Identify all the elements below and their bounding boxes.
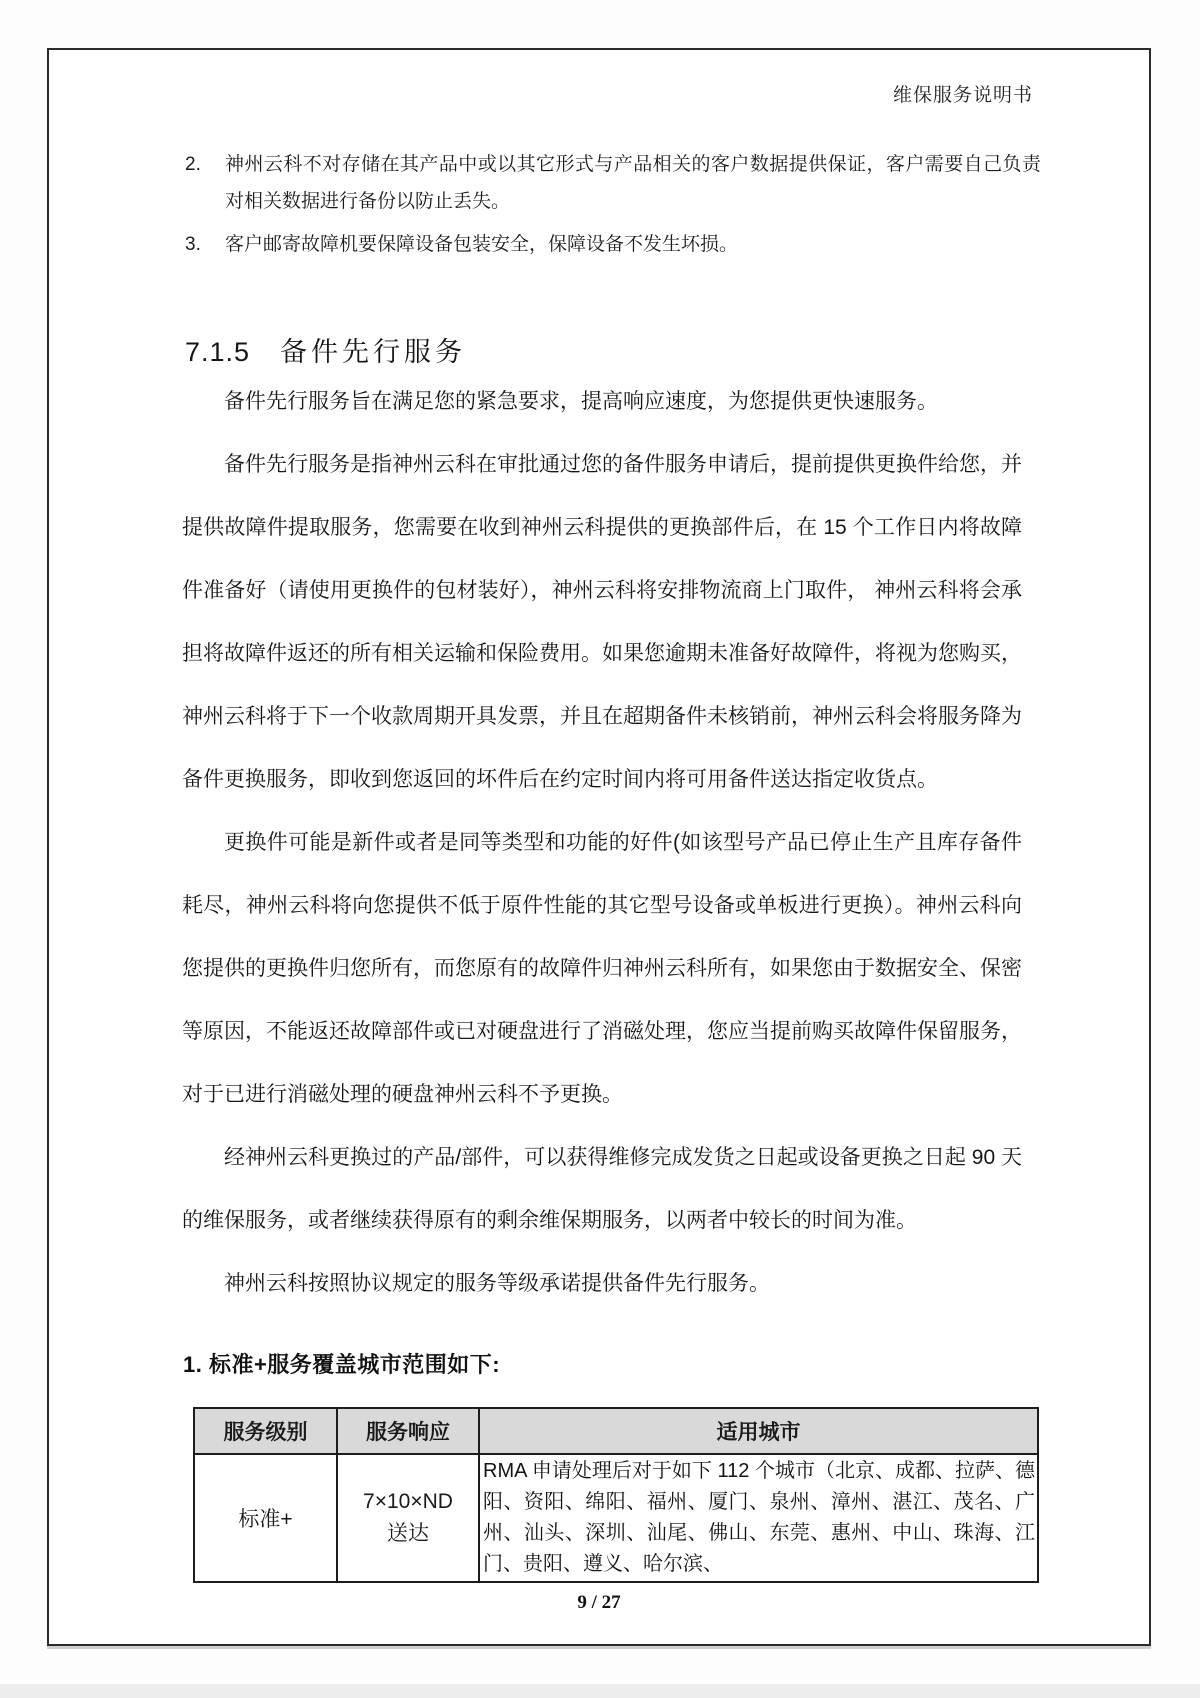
page-number: 9 / 27 (577, 1592, 621, 1613)
paragraph: 经神州云科更换过的产品/部件，可以获得维修完成发货之日起或设备更换之日起 90 天的维保服务，或者继续获得原有的剩余维保期服务，以两者中较长的时间为准。 (182, 1146, 1022, 1232)
document-header-title: 维保服务说明书 (892, 85, 1033, 106)
cell-service-level: 标准+ (194, 1454, 337, 1582)
response-line-1: 7×10×ND (363, 1490, 453, 1513)
cell-service-response (337, 1454, 479, 1582)
list-item-text: 神州云科不对存储在其产品中或以其它形式与产品相关的客户数据提供保证，客户需要自己负责对相关数据进行备份以防止丢失。 (225, 154, 1041, 212)
paragraph: 备件先行服务旨在满足您的紧急要求，提高响应速度，为您提供更快速服务。 (224, 390, 938, 413)
paragraph: 备件先行服务是指神州云科在审批通过您的备件服务申请后，提前提供更换件给您，并提供故障件提取服务，您需要在收到神州云科提供的更换部件后，在 15 个工作日内将故障件准备好（请使用更换件的包材装好），神州云科将安排物流商上门取件， 神州云科将会承担将故障件返还的所有相关运输和保险费用。如果您逾期未准备好故障件，将视为您购买，神州云科将于下一个收款周期开具发票，并且在超期备件未核销前，神州云科会将服务降为备件更换服务，即收到您返回的坏件后在约定时间内将可用备件送达指定收货点。 (182, 453, 1022, 791)
paragraph: 神州云科按照协议规定的服务等级承诺提供备件先行服务。 (224, 1272, 770, 1295)
section-title: 备件先行服务 (280, 337, 467, 367)
numbered-list (185, 146, 1041, 269)
cell-applicable-cities: RMA 申请处理后对于如下 112 个城市（北京、成都、拉萨、德阳、资阳、绵阳、福州、厦门、泉州、漳州、湛江、茂名、广州、汕头、深圳、汕尾、佛山、东莞、惠州、中山、珠海、江门、贵阳、遵义、哈尔滨、 (479, 1454, 1038, 1582)
body-text (182, 370, 1022, 1315)
paragraph: 更换件可能是新件或者是同等类型和功能的好件(如该型号产品已停止生产且库存备件耗尽，神州云科将向您提供不低于原件性能的其它型号设备或单板进行更换）。神州云科向您提供的更换件归您所有，而您原有的故障件归神州云科所有，如果您由于数据安全、保密等原因，不能返还故障部件或已对硬盘进行了消磁处理，您应当提前购买故障件保留服务，对于已进行消磁处理的硬盘神州云科不予更换。 (182, 831, 1022, 1106)
list-item-number: 2. (185, 154, 201, 175)
table-row (194, 1454, 1038, 1582)
column-header-applicable-cities: 适用城市 (479, 1408, 1038, 1454)
column-header-service-level: 服务级别 (194, 1408, 337, 1454)
page-bottom-edge (0, 1684, 1200, 1698)
service-city-table (193, 1407, 1039, 1583)
list-item-text: 客户邮寄故障机要保障设备包装安全，保障设备不发生坏损。 (225, 234, 739, 255)
response-line-2: 送达 (387, 1522, 429, 1545)
list-item (185, 226, 1041, 263)
section-number: 7.1.5 (185, 337, 251, 367)
section-heading (185, 336, 466, 368)
column-header-service-response: 服务响应 (337, 1408, 479, 1454)
sub-heading: 1. 标准+服务覆盖城市范围如下: (183, 1352, 501, 1377)
table-header-row (194, 1408, 1038, 1454)
list-item (185, 146, 1041, 220)
list-item-number: 3. (185, 234, 201, 255)
page-border-frame (47, 48, 1151, 1646)
